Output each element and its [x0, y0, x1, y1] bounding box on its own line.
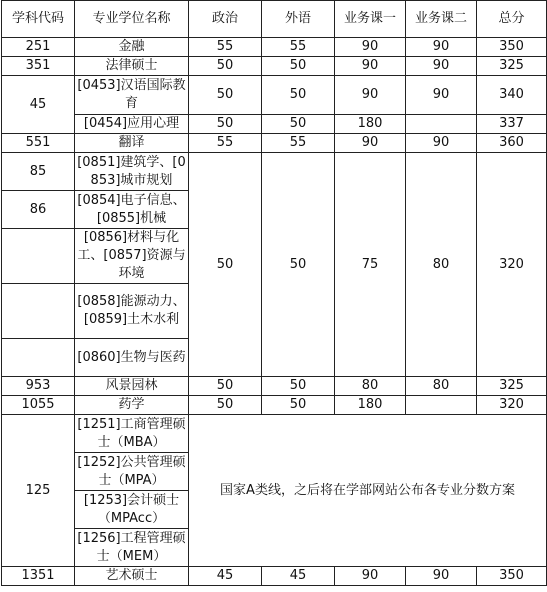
- score-note: 国家A类线，之后将在学部网站公布各专业分数方案: [189, 415, 547, 567]
- degree-name: [1251]工商管理硕士（MBA）: [75, 415, 189, 453]
- table-row: [2, 115, 547, 134]
- total-score: 350: [477, 38, 547, 57]
- header-total: 总分: [477, 1, 547, 38]
- subject-code: 1351: [2, 567, 75, 586]
- table-row: [2, 377, 547, 396]
- subject-code: 45: [2, 76, 75, 134]
- course-two-score: [406, 396, 477, 415]
- total-score: 340: [477, 76, 547, 115]
- subject-code: 551: [2, 134, 75, 153]
- language-score: 50: [262, 396, 335, 415]
- language-score: 50: [262, 76, 335, 115]
- total-score: 337: [477, 115, 547, 134]
- course-two-score: 90: [406, 76, 477, 115]
- course-one-score: 90: [335, 134, 406, 153]
- course-two-score: 90: [406, 38, 477, 57]
- language-score: 50: [262, 115, 335, 134]
- degree-name: [1252]公共管理硕士（MPA）: [75, 453, 189, 491]
- course-one-score: 90: [335, 567, 406, 586]
- subject-code: 125: [2, 415, 75, 567]
- degree-name: 风景园林: [75, 377, 189, 396]
- header-row: [2, 1, 547, 38]
- degree-name: [0851]建筑学、[0853]城市规划: [75, 153, 189, 191]
- course-two-score: 90: [406, 57, 477, 76]
- politics-score: 55: [189, 134, 262, 153]
- degree-name: 药学: [75, 396, 189, 415]
- degree-name: [0858]能源动力、[0859]土木水利: [75, 284, 189, 339]
- course-one-score: 90: [335, 76, 406, 115]
- course-two-score: [406, 115, 477, 134]
- subject-code: 86: [2, 191, 75, 229]
- language-score: 50: [262, 57, 335, 76]
- subject-code: 953: [2, 377, 75, 396]
- empty-cell: [2, 339, 75, 377]
- politics-score: 50: [189, 57, 262, 76]
- total-score: 360: [477, 134, 547, 153]
- header-subject-code: 学科代码: [2, 1, 75, 38]
- header-foreign-language: 外语: [262, 1, 335, 38]
- politics-score: 55: [189, 38, 262, 57]
- language-score: 55: [262, 38, 335, 57]
- language-score: 50: [262, 153, 335, 377]
- subject-code: 1055: [2, 396, 75, 415]
- empty-cell: [2, 284, 75, 339]
- empty-cell: [2, 229, 75, 284]
- total-score: 320: [477, 396, 547, 415]
- total-score: 325: [477, 377, 547, 396]
- course-one-score: 180: [335, 115, 406, 134]
- degree-name: 金融: [75, 38, 189, 57]
- table-row: [2, 134, 547, 153]
- total-score: 320: [477, 153, 547, 377]
- degree-name: [0454]应用心理: [75, 115, 189, 134]
- course-one-score: 180: [335, 396, 406, 415]
- table-row: [2, 76, 547, 115]
- subject-code: 251: [2, 38, 75, 57]
- politics-score: 50: [189, 76, 262, 115]
- score-table: [1, 0, 547, 586]
- politics-score: 50: [189, 377, 262, 396]
- degree-name: [0860]生物与医药: [75, 339, 189, 377]
- total-score: 350: [477, 567, 547, 586]
- table-row: [2, 567, 547, 586]
- table-row: [2, 153, 547, 191]
- language-score: 55: [262, 134, 335, 153]
- politics-score: 50: [189, 115, 262, 134]
- degree-name: [0453]汉语国际教育: [75, 76, 189, 115]
- course-two-score: 90: [406, 567, 477, 586]
- language-score: 45: [262, 567, 335, 586]
- course-one-score: 80: [335, 377, 406, 396]
- header-degree-name: 专业学位名称: [75, 1, 189, 38]
- header-course-one: 业务课一: [335, 1, 406, 38]
- degree-name: [0856]材料与化工、[0857]资源与环境: [75, 229, 189, 284]
- header-politics: 政治: [189, 1, 262, 38]
- course-two-score: 80: [406, 153, 477, 377]
- degree-name: 法律硕士: [75, 57, 189, 76]
- table-row: [2, 396, 547, 415]
- politics-score: 50: [189, 396, 262, 415]
- course-two-score: 90: [406, 134, 477, 153]
- course-two-score: 80: [406, 377, 477, 396]
- language-score: 50: [262, 377, 335, 396]
- degree-name: 翻译: [75, 134, 189, 153]
- politics-score: 45: [189, 567, 262, 586]
- header-course-two: 业务课二: [406, 1, 477, 38]
- table-row: [2, 38, 547, 57]
- politics-score: 50: [189, 153, 262, 377]
- course-one-score: 90: [335, 57, 406, 76]
- degree-name: [1253]会计硕士（MPAcc）: [75, 491, 189, 529]
- degree-name: [1256]工程管理硕士（MEM）: [75, 529, 189, 567]
- course-one-score: 75: [335, 153, 406, 377]
- table-row: [2, 415, 547, 453]
- table-row: [2, 57, 547, 76]
- subject-code: 85: [2, 153, 75, 191]
- subject-code: 351: [2, 57, 75, 76]
- course-one-score: 90: [335, 38, 406, 57]
- degree-name: 艺术硕士: [75, 567, 189, 586]
- total-score: 325: [477, 57, 547, 76]
- degree-name: [0854]电子信息、[0855]机械: [75, 191, 189, 229]
